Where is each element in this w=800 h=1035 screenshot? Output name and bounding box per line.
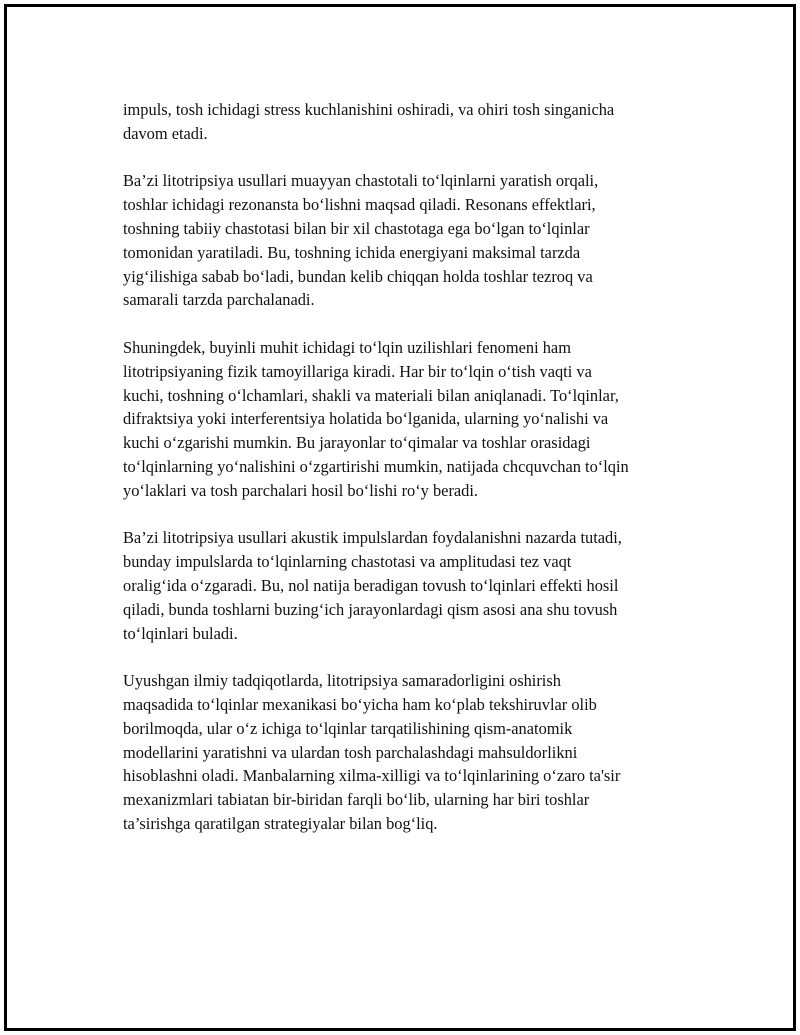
text-line: Ba’zi litotripsiya usullari muayyan chastotali to‘lqinlarni yaratish orqali, [123,171,599,191]
text-line: samarali tarzda parchalanadi. [123,290,315,310]
paragraph-2 [123,169,703,312]
text-line: qiladi, bunda toshlarni buzing‘ich jarayonlardagi qism asosi ana shu tovush [123,599,618,619]
text-line: modellarini yaratishni va ulardan tosh parchalashdagi mahsuldorlikni [123,742,578,762]
text-line: yo‘laklari va tosh parchalari hosil bo‘lishi ro‘y beradi. [123,480,479,500]
text-line: oralig‘ida o‘zgaradi. Bu, nol natija beradigan tovush to‘lqinlari effekti hosil [123,575,619,595]
text-line: tomonidan yaratiladi. Bu, toshning ichida energiyani maksimal tarzda [123,242,581,262]
text-line: kuchi, toshning o‘lchamlari, shakli va materiali bilan aniqlanadi. To‘lqinlar, [123,385,619,405]
paragraph-4 [123,526,703,645]
text-line: davom etadi. [123,123,208,143]
text-line: difraktsiya yoki interferentsiya holatida bo‘lganida, ularning yo‘nalishi va [123,409,609,429]
text-line: impuls, tosh ichidagi stress kuchlanishini oshiradi, va ohiri tosh singanicha [123,100,615,119]
text-line: yig‘ilishiga sabab bo‘ladi, bundan kelib chiqqan holda toshlar tezroq va [123,266,593,286]
paragraph-5 [123,669,703,836]
text-line: litotripsiyaning fizik tamoyillariga kiradi. Har bir to‘lqin o‘tish vaqti va [123,361,592,381]
text-line: maqsadida to‘lqinlar mexanikasi bo‘yicha ham ko‘plab tekshiruvlar olib [123,694,597,714]
text-line: Ba’zi litotripsiya usullari akustik impulslardan foydalanishni nazarda tutadi, [123,528,622,548]
document-body [123,98,703,860]
text-line: borilmoqda, ular o‘z ichiga to‘lqinlar tarqatilishining qism-anatomik [123,718,573,738]
text-line: toshning tabiiy chastotasi bilan bir xil chastotaga ega bo‘lgan to‘lqinlar [123,218,590,238]
text-line: toshlar ichidagi rezonansta bo‘lishni maqsad qiladi. Resonans effektlari, [123,195,596,215]
text-line: ta’sirishga qaratilgan strategiyalar bilan bog‘liq. [123,813,438,833]
text-line: kuchi o‘zgarishi mumkin. Bu jarayonlar to‘qimalar va toshlar orasidagi [123,433,591,453]
text-line: Shuningdek, buyinli muhit ichidagi to‘lqin uzilishlari fenomeni ham [123,337,571,357]
text-line: to‘lqinlari buladi. [123,623,238,643]
text-line: hisoblashni oladi. Manbalarning xilma-xilligi va to‘lqinlarining o‘zaro ta'sir [123,766,621,786]
text-line: Uyushgan ilmiy tadqiqotlarda, litotripsiya samaradorligini oshirish [123,671,561,691]
text-line: mexanizmlari tabiatan bir-biridan farqli bo‘lib, ularning har biri toshlar [123,790,590,810]
text-line: to‘lqinlarning yo‘nalishini o‘zgartirishi mumkin, natijada chcquvchan to‘lqin [123,456,629,476]
page-frame [4,4,796,1031]
paragraph-1 [123,98,703,146]
text-line: bunday impulslarda to‘lqinlarning chastotasi va amplitudasi tez vaqt [123,552,572,572]
paragraph-3 [123,336,703,503]
